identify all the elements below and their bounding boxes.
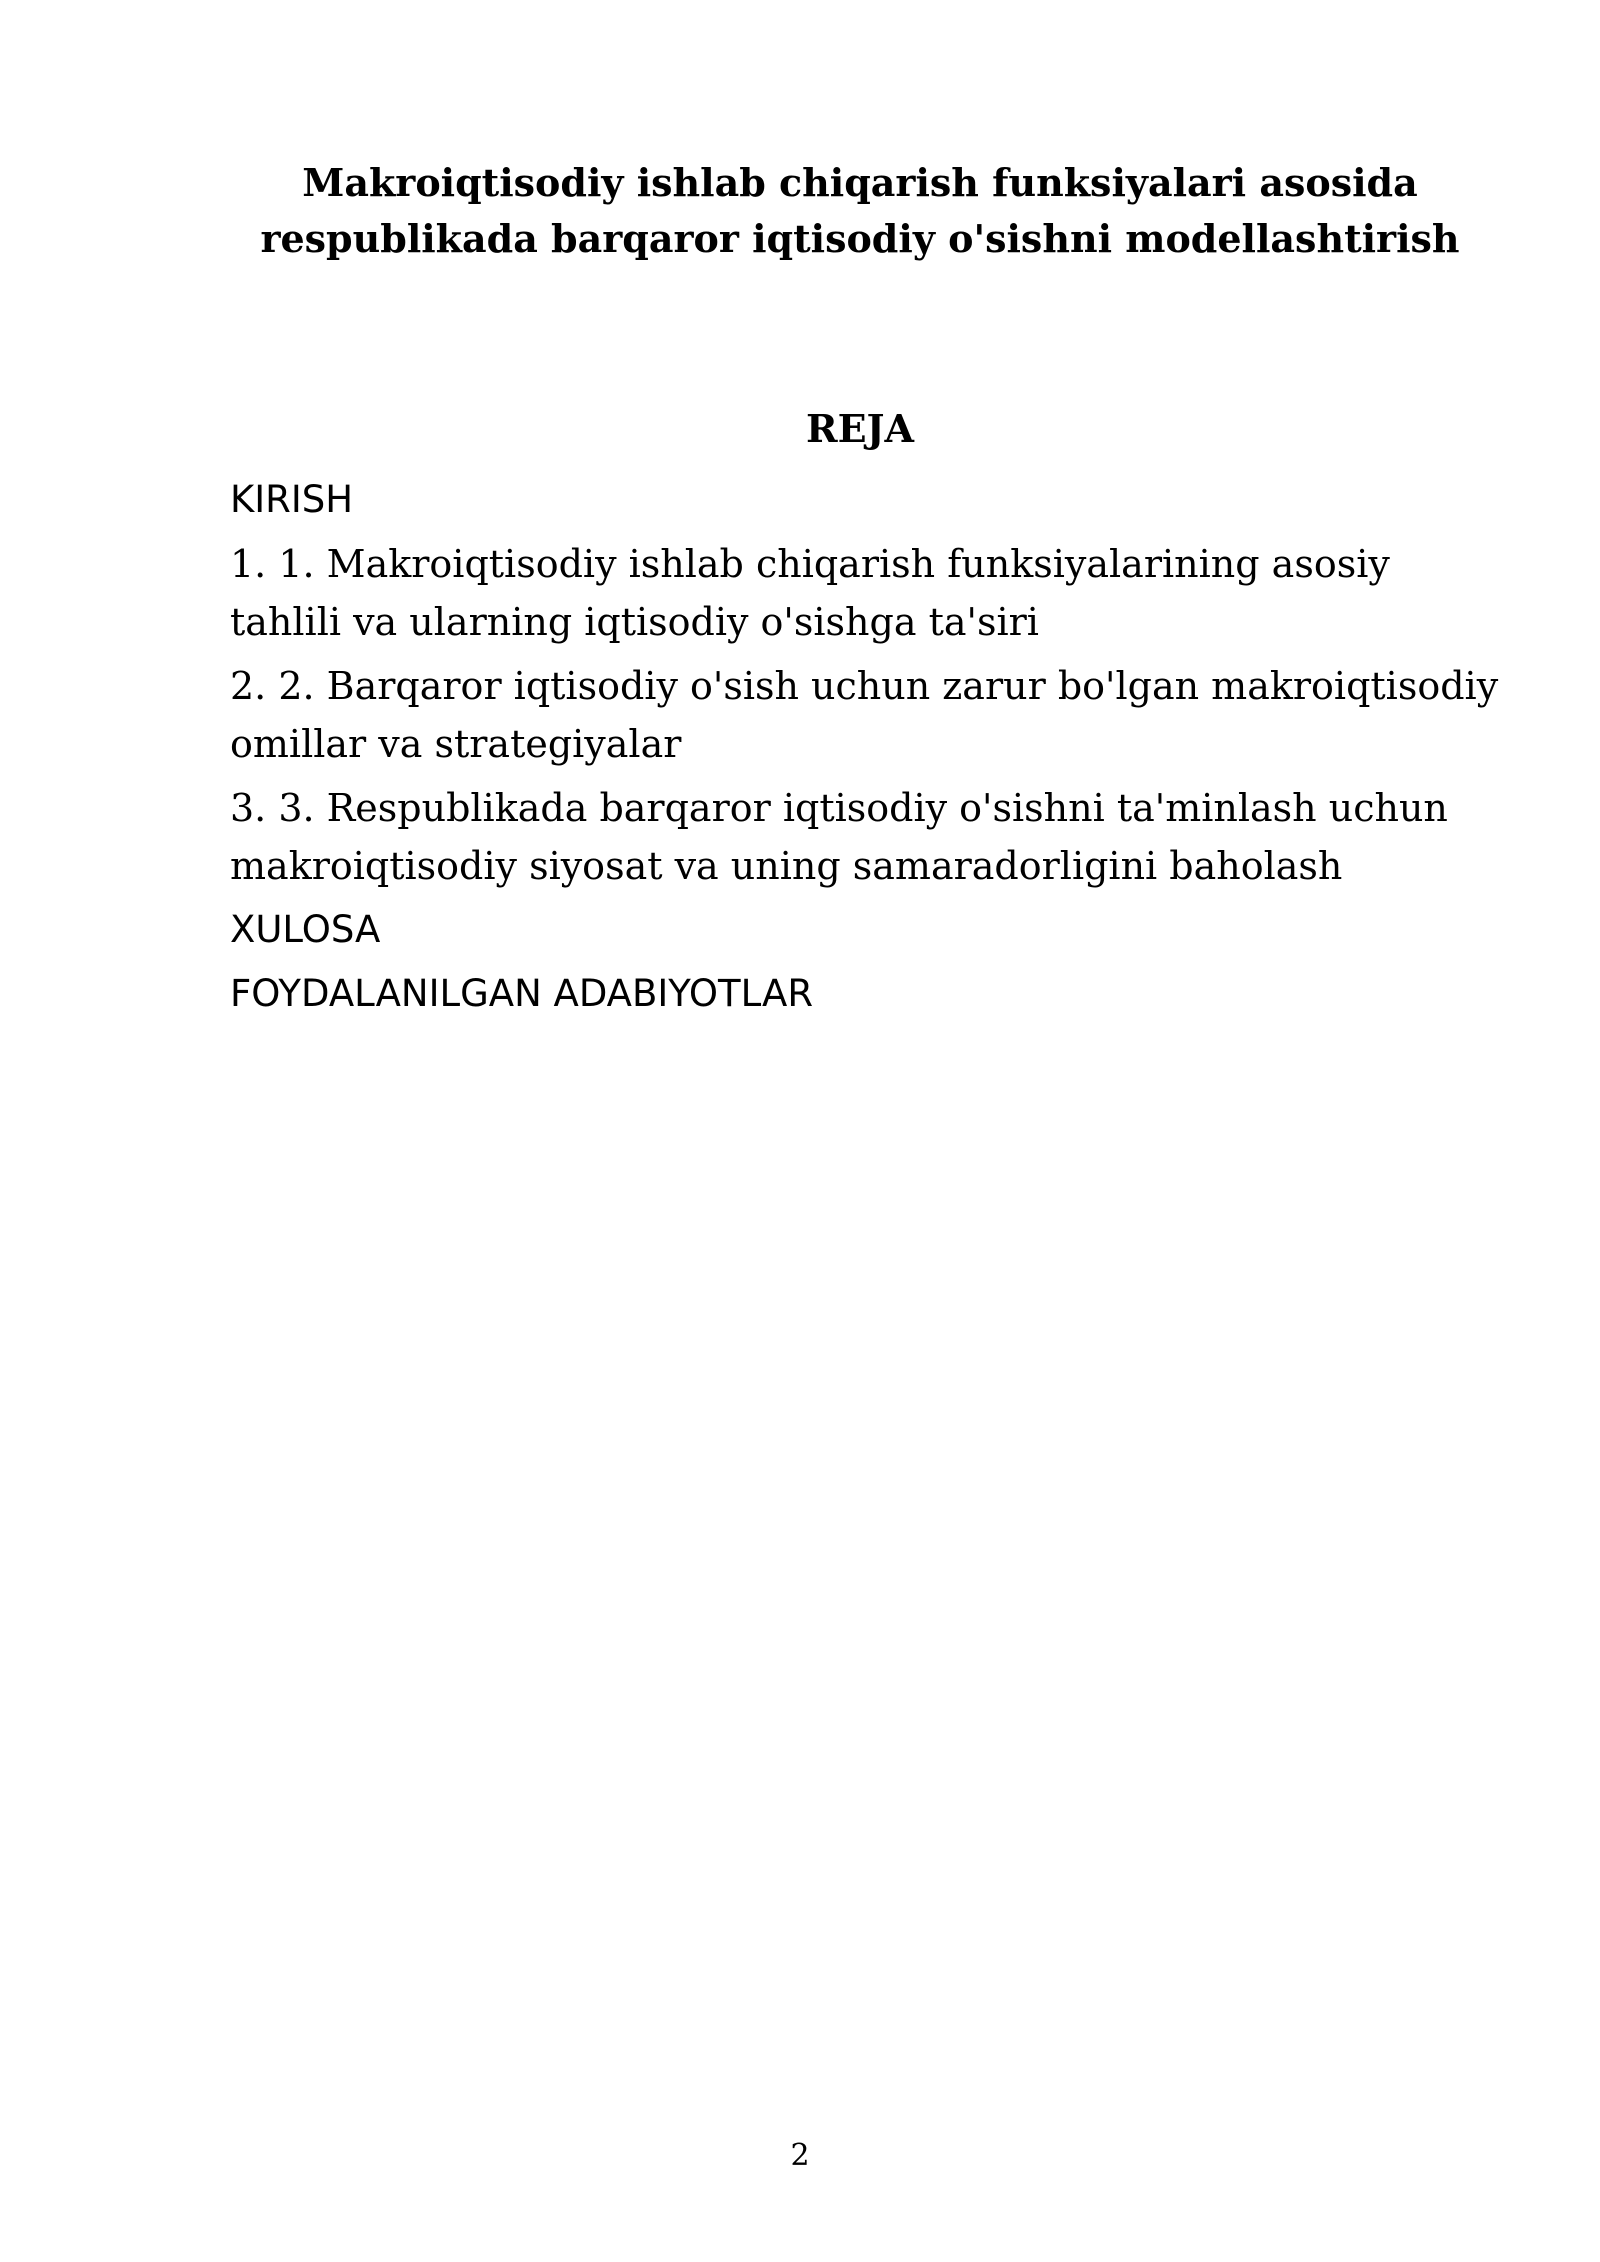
page-number: 2 <box>790 2138 810 2173</box>
contents-item-references: FOYDALANILGAN ADABIYOTLAR <box>230 972 814 1015</box>
contents-item-line: 2. 2. Barqaror iqtisodiy o'sish uchun zarur bo'lgan makroiqtisodiy <box>230 664 1499 708</box>
contents-item-line: 3. 3. Respublikada barqaror iqtisodiy o'sishni ta'minlash uchun <box>230 786 1448 830</box>
title-line-2: respublikada barqaror iqtisodiy o'sishni modellashtirish <box>260 216 1460 261</box>
plan-heading: REJA <box>805 406 914 451</box>
title-line-1: Makroiqtisodiy ishlab chiqarish funksiyalari asosida <box>302 160 1418 205</box>
contents-item-chapter-1 <box>230 535 1530 651</box>
contents-item-line: omillar va strategiyalar <box>230 722 682 766</box>
contents-item-line: makroiqtisodiy siyosat va uning samaradorligini baholash <box>230 844 1343 888</box>
contents-item-line: tahlili va ularning iqtisodiy o'sishga ta'siri <box>230 600 1039 644</box>
contents-item-chapter-3 <box>230 779 1530 895</box>
contents-item-line: 1. 1. Makroiqtisodiy ishlab chiqarish funksiyalarining asosiy <box>230 542 1390 586</box>
contents-item-conclusion: XULOSA <box>230 908 381 951</box>
table-of-contents <box>230 471 1530 1029</box>
contents-item-chapter-2 <box>230 657 1530 773</box>
document-title <box>230 155 1490 267</box>
contents-item-introduction: KIRISH <box>230 478 354 521</box>
